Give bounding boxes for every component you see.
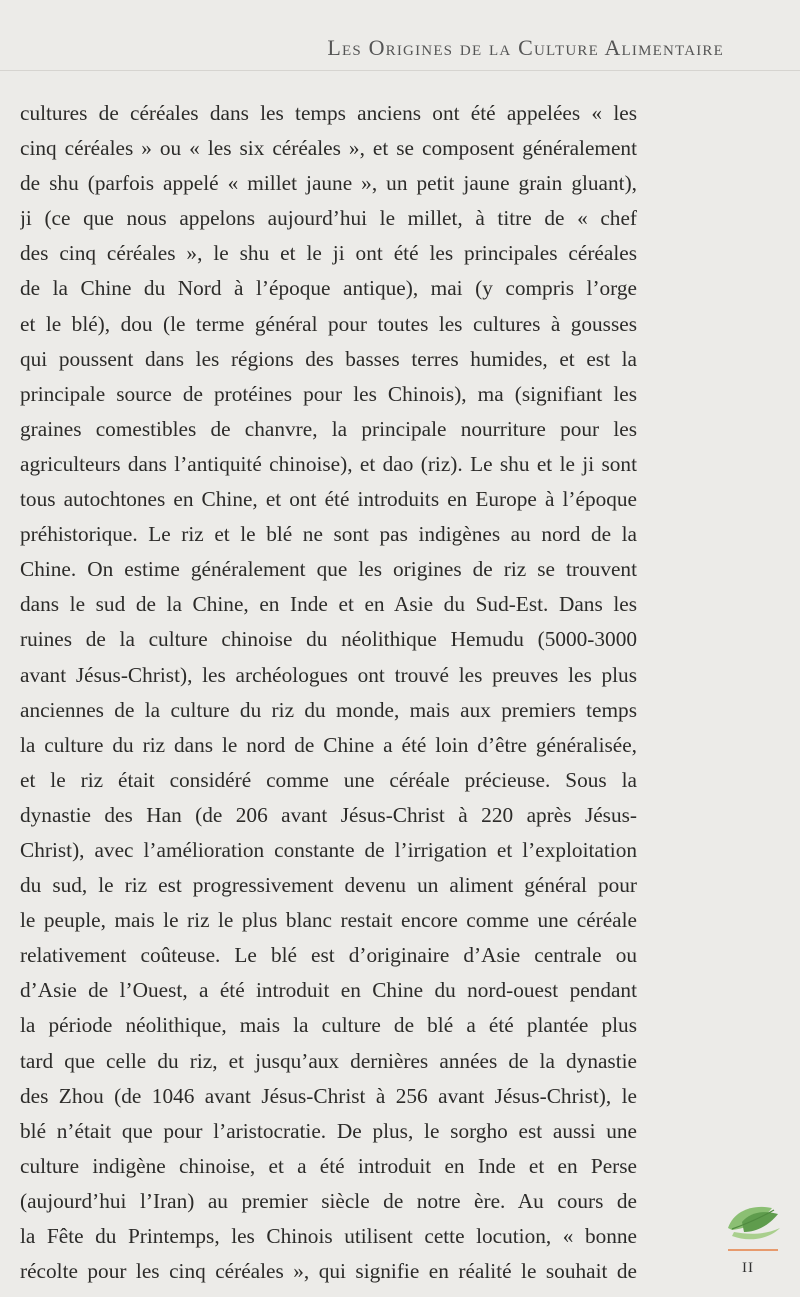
text-line: cinq céréales » ou « les six céréales », et se composent généralement — [20, 136, 637, 161]
text-line: d’Asie de l’Ouest, a été introduit en Chine du nord-ouest pendant — [20, 978, 637, 1003]
text-line: blé n’était que pour l’aristocratie. De plus, le sorgho est aussi une — [20, 1118, 637, 1143]
text-line: ji (ce que nous appelons aujourd’hui le millet, à titre de « chef — [20, 206, 637, 231]
text-line: du sud, le riz est progressivement devenu un aliment général pour — [20, 873, 637, 898]
text-line: agriculteurs dans l’antiquité chinoise), et dao (riz). Le shu et le ji sont — [20, 451, 637, 476]
text-line: dynastie des Han (de 206 avant Jésus-Christ à 220 après Jésus- — [20, 802, 637, 827]
body-text — [20, 96, 637, 1289]
text-line: des cinq céréales », le shu et le ji ont été les principales céréales — [20, 241, 637, 266]
text-line: récolte pour les cinq céréales », qui signifie en réalité le souhait de — [20, 1259, 637, 1284]
text-line: cultures de céréales dans les temps anciens ont été appelées « les — [20, 101, 637, 125]
text-line: Christ), avec l’amélioration constante de l’irrigation et l’exploitation — [20, 837, 637, 862]
text-line: de shu (parfois appelé « millet jaune », un petit jaune grain gluant), — [20, 171, 637, 196]
text-line: et le riz était considéré comme une céréale précieuse. Sous la — [20, 767, 637, 792]
text-line: culture indigène chinoise, et a été introduit en Inde et en Perse — [20, 1153, 637, 1178]
text-line: préhistorique. Le riz et le blé ne sont pas indigènes au nord de la — [20, 522, 637, 547]
text-line: la période néolithique, mais la culture de blé a été plantée plus — [20, 1013, 637, 1038]
text-line: de la Chine du Nord à l’époque antique), mai (y compris l’orge — [20, 276, 637, 301]
leaf-icon — [724, 1198, 784, 1244]
text-line: la Fête du Printemps, les Chinois utilisent cette locution, « bonne — [20, 1224, 637, 1248]
text-line: des Zhou (de 1046 avant Jésus-Christ à 256 avant Jésus-Christ), le — [20, 1083, 637, 1108]
text-line: graines comestibles de chanvre, la principale nourriture pour les — [20, 416, 637, 441]
text-line: ruines de la culture chinoise du néolithique Hemudu (5000-3000 — [20, 627, 637, 652]
text-line: principale source de protéines pour les Chinois), ma (signifiant les — [20, 381, 637, 406]
footer-divider — [728, 1249, 778, 1251]
text-line: dans le sud de la Chine, en Inde et en Asie du Sud-Est. Dans les — [20, 592, 637, 617]
page-number: II — [742, 1260, 754, 1276]
text-line: relativement coûteuse. Le blé est d’originaire d’Asie centrale ou — [20, 943, 637, 968]
text-line: (aujourd’hui l’Iran) au premier siècle de notre ère. Au cours de — [20, 1188, 637, 1213]
text-line: la culture du riz dans le nord de Chine a été loin d’être généralisée, — [20, 732, 637, 757]
header-divider — [0, 70, 800, 71]
text-line: Chine. On estime généralement que les origines de riz se trouvent — [20, 557, 637, 582]
text-line: tous autochtones en Chine, et ont été introduits en Europe à l’époque — [20, 487, 637, 512]
text-line: avant Jésus-Christ), les archéologues ont trouvé les preuves les plus — [20, 662, 637, 687]
text-line: tard que celle du riz, et jusqu’aux dernières années de la dynastie — [20, 1048, 637, 1073]
running-header: Les Origines de la Culture Alimentaire — [327, 35, 724, 60]
text-line: qui poussent dans les régions des basses terres humides, et est la — [20, 346, 637, 371]
text-line: anciennes de la culture du riz du monde, mais aux premiers temps — [20, 697, 637, 722]
text-line: et le blé), dou (le terme général pour toutes les cultures à gousses — [20, 311, 637, 336]
text-line: le peuple, mais le riz le plus blanc restait encore comme une céréale — [20, 908, 637, 933]
